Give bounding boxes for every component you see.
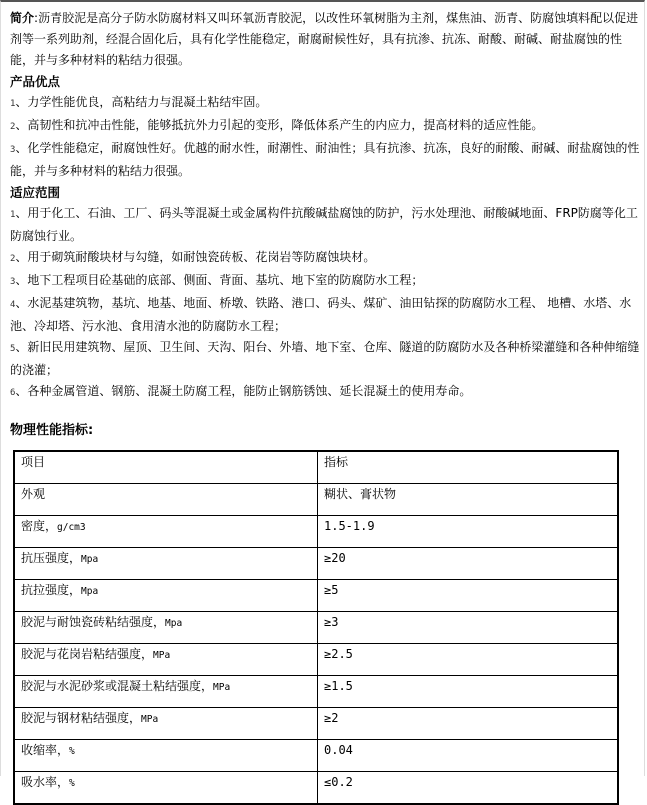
intro-separator: : bbox=[34, 11, 39, 25]
spec-item bbox=[14, 548, 318, 580]
header-value: 指标 bbox=[318, 451, 619, 484]
table-row bbox=[14, 580, 618, 612]
advantages-heading: 产品优点 bbox=[10, 74, 61, 89]
table-row bbox=[14, 644, 618, 676]
scope-item: 2、用于砌筑耐酸块材与勾缝，如耐蚀瓷砖板、花岗岩等防腐蚀块材。 bbox=[10, 250, 376, 264]
spec-item-unit: % bbox=[69, 746, 75, 757]
spec-item-unit: g/cm3 bbox=[57, 522, 86, 533]
scope-item: 6、各种金属管道、钢筋、混凝土防腐工程，能防止钢筋锈蚀、延长混凝土的使用寿命。 bbox=[10, 384, 472, 398]
spec-value: ≥2 bbox=[318, 708, 619, 740]
spec-item-label: 胶泥与耐蚀瓷砖粘结强度， bbox=[21, 615, 166, 629]
table-row bbox=[14, 612, 618, 644]
spec-item-unit: MPa bbox=[153, 650, 171, 661]
spec-item bbox=[14, 612, 318, 644]
spec-value: ≥2.5 bbox=[318, 644, 619, 676]
table-row bbox=[14, 484, 618, 516]
advantage-item: 2、高韧性和抗冲击性能，能够抵抗外力引起的变形，降低体系产生的内应力，提高材料的适应性能。 bbox=[10, 118, 544, 132]
scope-item: 1、用于化工、石油、工厂、码头等混凝土或金属构件抗酸碱盐腐蚀的防护，污水处理池、耐酸碱地面、FRP防腐等化工防腐蚀行业。 bbox=[10, 206, 638, 243]
spec-item bbox=[14, 484, 318, 516]
spec-value: ≤0.2 bbox=[318, 772, 619, 805]
spec-item bbox=[14, 516, 318, 548]
spec-item bbox=[14, 772, 318, 805]
spec-item-unit: MPa bbox=[141, 714, 159, 725]
intro-paragraph bbox=[10, 8, 640, 71]
spec-item-label: 胶泥与钢材粘结强度， bbox=[21, 711, 142, 725]
spec-value: 糊状、膏状物 bbox=[318, 484, 619, 516]
scope-item: 4、水泥基建筑物，基坑、地基、地面、桥墩、铁路、港口、码头、煤矿、油田钻探的防腐防水工程、 地槽、水塔、水池、冷却塔、污水池、食用清水池的防腐防水工程； bbox=[10, 296, 632, 333]
spec-item bbox=[14, 740, 318, 772]
advantage-item: 3、化学性能稳定，耐腐蚀性好。优越的耐水性，耐潮性、耐油性；具有抗渗、抗冻，良好的耐酸、耐碱、耐盐腐蚀的性能，并与多种材料的粘结力很强。 bbox=[10, 141, 640, 178]
spec-value: ≥3 bbox=[318, 612, 619, 644]
spec-item bbox=[14, 580, 318, 612]
table-row bbox=[14, 772, 618, 805]
spec-value: 0.04 bbox=[318, 740, 619, 772]
specs-title: 物理性能指标: bbox=[10, 423, 94, 438]
spec-item-label: 胶泥与水泥砂浆或混凝土粘结强度， bbox=[21, 679, 214, 693]
spec-item-label: 胶泥与花岗岩粘结强度， bbox=[21, 647, 154, 661]
spec-item-unit: Mpa bbox=[81, 586, 99, 597]
table-row bbox=[14, 676, 618, 708]
intro-text: 沥青胶泥是高分子防水防腐材料又叫环氧沥青胶泥，以改性环氧树脂为主剂，煤焦油、沥青、防腐蚀填料配以促进剂等一系列助剂，经混合固化后，具有化学性能稳定，耐腐耐候性好，具有抗渗、抗冻、耐酸、耐碱、耐盐腐蚀的性能，并与多种材料的粘结力很强。 bbox=[10, 11, 639, 67]
scope-item: 5、新旧民用建筑物、屋顶、卫生间、天沟、阳台、外墙、地下室、仓库、隧道的防腐防水及各种桥梁灌缝和各种伸缩缝的浇灌； bbox=[10, 340, 640, 377]
spec-item-unit: Mpa bbox=[165, 618, 183, 629]
specs-table bbox=[13, 450, 619, 805]
spec-item bbox=[14, 676, 318, 708]
spec-item-label: 收缩率， bbox=[21, 743, 70, 757]
table-row bbox=[14, 548, 618, 580]
header-item: 项目 bbox=[14, 451, 318, 484]
spec-value: 1.5-1.9 bbox=[318, 516, 619, 548]
spec-value: ≥1.5 bbox=[318, 676, 619, 708]
spec-item-label: 抗拉强度， bbox=[21, 583, 82, 597]
intro-label: 简介 bbox=[10, 11, 35, 25]
table-row bbox=[14, 516, 618, 548]
spec-item bbox=[14, 708, 318, 740]
scope-heading: 适应范围 bbox=[10, 185, 61, 200]
scope-item: 3、地下工程项目砼基础的底部、侧面、背面、基坑、地下室的防腐防水工程； bbox=[10, 273, 424, 287]
spec-item-label: 吸水率， bbox=[21, 775, 70, 789]
spec-item-label: 抗压强度， bbox=[21, 551, 82, 565]
table-row bbox=[14, 708, 618, 740]
spec-item-unit: % bbox=[69, 778, 75, 789]
spec-item-unit: Mpa bbox=[81, 554, 99, 565]
advantage-item: 1、力学性能优良，高粘结力与混凝土粘结牢固。 bbox=[10, 95, 268, 109]
spec-item-unit: MPa bbox=[213, 682, 231, 693]
spec-item-label: 密度， bbox=[21, 519, 58, 533]
article-content bbox=[10, 8, 640, 805]
table-row bbox=[14, 740, 618, 772]
spec-value: ≥5 bbox=[318, 580, 619, 612]
spec-item-label: 外观 bbox=[21, 487, 46, 501]
table-header-row bbox=[14, 451, 618, 484]
spec-value: ≥20 bbox=[318, 548, 619, 580]
spec-item bbox=[14, 644, 318, 676]
